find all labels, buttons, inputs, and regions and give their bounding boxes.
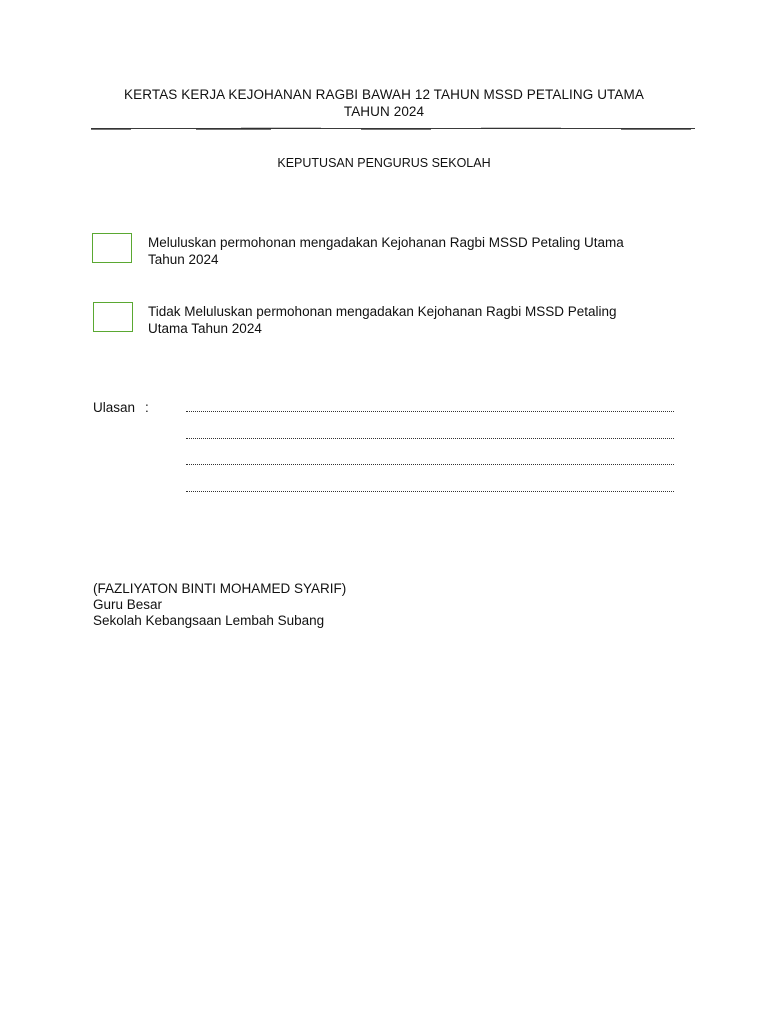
approve-option-line-1: Meluluskan permohonan mengadakan Kejohanan Ragbi MSSD Petaling Utama [148, 235, 624, 250]
ulasan-label: Ulasan [93, 400, 136, 415]
approve-option-text [148, 235, 668, 268]
signatory-name: (FAZLIYATON BINTI MOHAMED SYARIF) [93, 581, 347, 596]
section-subtitle: KEPUTUSAN PENGURUS SEKOLAH [277, 156, 491, 170]
signatory-position: Guru Besar [93, 597, 163, 612]
ulasan-line-2[interactable] [186, 438, 674, 440]
signature-block [93, 581, 346, 629]
reject-option-line-1: Tidak Meluluskan permohonan mengadakan Kejohanan Ragbi MSSD Petaling [148, 304, 617, 319]
title-divider-line [91, 127, 695, 130]
reject-option-text [148, 304, 668, 337]
ulasan-line-3[interactable] [186, 464, 674, 466]
approve-checkbox[interactable] [92, 233, 132, 263]
ulasan-line-1[interactable] [186, 411, 674, 413]
reject-checkbox[interactable] [93, 302, 133, 332]
title-line-1: KERTAS KERJA KEJOHANAN RAGBI BAWAH 12 TAHUN MSSD PETALING UTAMA [124, 87, 644, 102]
ulasan-colon: : [145, 400, 149, 415]
title-line-2: TAHUN 2024 [343, 103, 425, 119]
approve-option-line-2: Tahun 2024 [148, 251, 219, 267]
document-title [90, 87, 678, 120]
ulasan-line-4[interactable] [186, 491, 674, 493]
signatory-school: Sekolah Kebangsaan Lembah Subang [93, 613, 325, 628]
reject-option-line-2: Utama Tahun 2024 [148, 320, 262, 336]
